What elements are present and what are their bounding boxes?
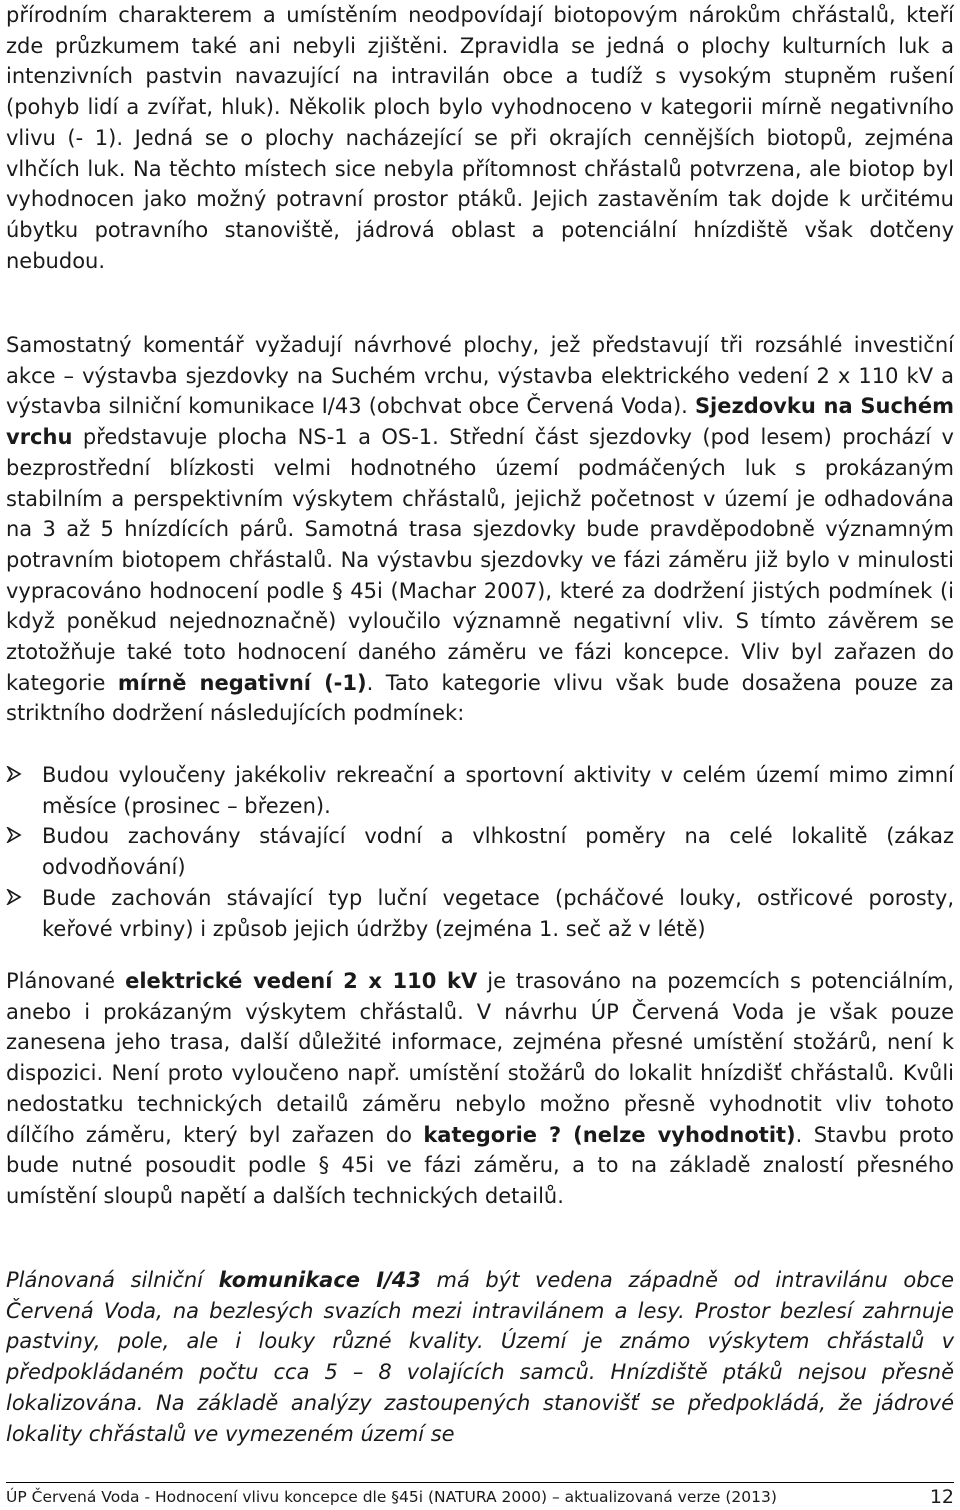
list-item-text: Budou zachovány stávající vodní a vlhkostní poměry na celé lokalitě (zákaz odvodňování) — [42, 824, 954, 880]
conditions-list — [6, 760, 954, 944]
paragraph-1: přírodním charakterem a umístěním neodpovídají biotopovým nárokům chřástalů, kteří zde průzkumem také ani nebyli zjištěni. Zpravidla se jedná o plochy kulturních luk a intenzivních pastvin navazující na intravilán obce a tudíž s vysokým stupněm rušení (pohyb lidí a zvířat, hluk). Několik ploch bylo vyhodnoceno v kategorii mírně negativního vlivu (- 1). Jedná se o plochy nacházející se při okrajích cennějších biotopů, zejména vlhčích luk. Na těchto místech sice nebyla přítomnost chřástalů potvrzena, ale biotop byl vyhodnocen jako možný potravní prostor ptáků. Jejich zastavěním tak dojde k určitému úbytku potravního stanoviště, jádrová oblast a potenciální hnízdiště však dotčeny nebudou. — [6, 3, 954, 273]
paragraph-2-text-d: . Tato kategorie vlivu však bude dosažena pouze za striktního dodržení následujících podmínek: — [6, 670, 954, 726]
list-item — [6, 821, 954, 882]
page-number: 12 — [929, 1486, 954, 1508]
paragraph-4 — [6, 1265, 954, 1449]
paragraph-3-text-d: . Stavbu proto bude nutné posoudit podle § 45i ve fázi záměru, a to na základě znalostí přesného umístění sloupů napětí a dalších technických detailů. — [6, 1122, 954, 1208]
paragraph-4-bold-road: komunikace I/43 — [218, 1268, 421, 1292]
paragraph-3-bold-power-line: elektrické vedení 2 x 110 kV — [125, 969, 478, 993]
arrow-bullet-icon — [6, 766, 22, 782]
list-item-text: Budou vyloučeny jakékoliv rekreační a sportovní aktivity v celém území mimo zimní měsíce (prosinec – březen). — [42, 763, 954, 818]
paragraph-3-bold-category: kategorie ? (nelze vyhodnotit) — [423, 1122, 796, 1147]
page-footer — [6, 1482, 954, 1509]
paragraph-2-text-c: představuje plocha NS-1 a OS-1. Střední část sjezdovky (pod lesem) prochází v bezprostřední blízkosti velmi hodnotného území podmáčených luk s prokázaným stabilním a perspektivním výskytem chřástalů, jejichž početnost v území je odhadována na 3 až 5 hnízdících párů. Samotná trasa sjezdovky bude pravděpodobně významným potravním biotopem chřástalů. Na výstavbu sjezdovky ve fázi záměru již bylo v minulosti vypracováno hodnocení podle § 45i (Machar 2007), které za dodržení jistých podmínek (i když poněkud nejednoznačně) vyloučilo významně negativní vliv. S tímto závěrem se ztotožňuje také toto hodnocení daného záměru ve fázi koncepce. Vliv byl zařazen do kategorie — [6, 425, 954, 695]
paragraph-2-text-a: Samostatný komentář vyžadují návrhové plochy, jež představují tři rozsáhlé investiční akce – výstavba sjezdovky na Suchém vrchu, výstavba elektrického vedení 2 x 110 kV a výstavba silniční komunikace I/43 (obchvat obce Červená Voda). — [6, 333, 954, 419]
paragraph-3-text-c: je trasováno na pozemcích s potenciálním, anebo i prokázaným výskytem chřástalů. V návrhu ÚP Červená Voda je však pouze zanesena jeho trasa, další důležité informace, zejména přesné umístění stožárů, není k dispozici. Není proto vyloučeno např. umístění stožárů do lokalit hnízdišť chřástalů. Kvůli nedostatku technických detailů záměru nebylo možno přesně vyhodnotit vliv tohoto dílčího záměru, který byl zařazen do — [6, 969, 954, 1147]
paragraph-2 — [6, 330, 954, 729]
arrow-bullet-icon — [6, 889, 22, 905]
paragraph-4-text-a: Plánovaná silniční — [6, 1268, 219, 1292]
paragraph-2-bold-ski-slope: Sjezdovku na Suchém vrchu — [6, 394, 954, 450]
paragraph-3 — [6, 966, 954, 1212]
arrow-bullet-icon — [6, 827, 22, 843]
footer-text: ÚP Červená Voda - Hodnocení vlivu koncepce dle §45i (NATURA 2000) – aktualizovaná verze (2013) — [6, 1488, 777, 1506]
paragraph-4-text-c: má být vedena západně od intravilánu obce Červená Voda, na bezlesých svazích mezi intravilánem a lesy. Prostor bezlesí zahrnuje pastviny, pole, ale i louky různé kvality. Území je známo výskytem chřástalů v předpokládaném počtu cca 5 – 8 volajících samců. Hnízdiště ptáků nejsou přesně lokalizována. Na základě analýzy zastoupených stanovišť se předpokládá, že jádrové lokality chřástalů ve vymezeném území se — [6, 1268, 954, 1446]
list-item — [6, 883, 954, 944]
list-item-text: Bude zachován stávající typ luční vegetace (pcháčové louky, ostřicové porosty, keřové vrbiny) i způsob jejich údržby (zejména 1. seč až v létě) — [42, 885, 954, 941]
list-item — [6, 760, 954, 821]
paragraph-2-bold-category: mírně negativní (-1) — [117, 670, 367, 695]
paragraph-3-text-a: Plánované — [6, 969, 126, 993]
